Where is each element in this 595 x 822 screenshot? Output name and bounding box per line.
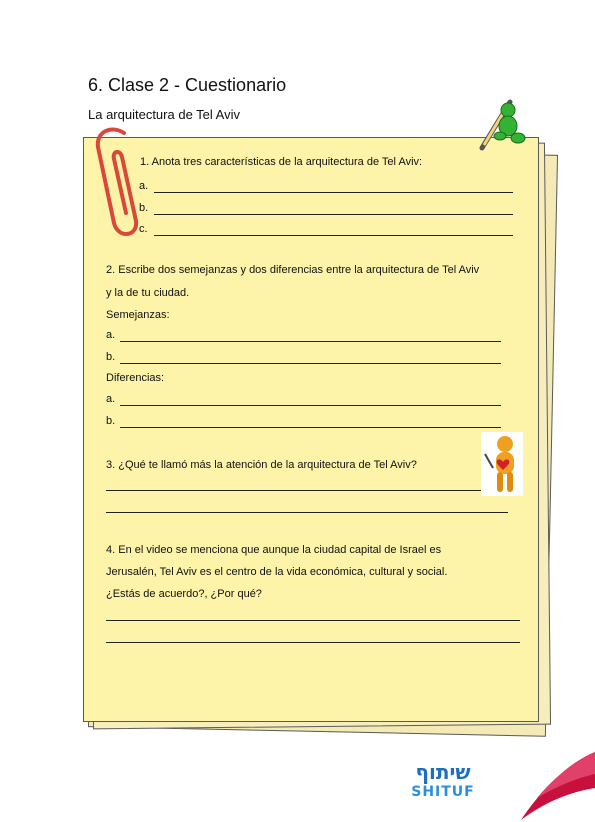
q1-answer-b-line[interactable] xyxy=(154,214,513,215)
q4-text-line2: Jerusalén, Tel Aviv es el centro de la vida económica, cultural y social. xyxy=(106,566,448,578)
q2-text-line1: 2. Escribe dos semejanzas y dos diferencias entre la arquitectura de Tel Aviv xyxy=(106,264,480,276)
q2-diff-label-a: a. xyxy=(106,393,116,405)
q4-answer-line-1[interactable] xyxy=(106,620,520,621)
q4-answer-line-2[interactable] xyxy=(106,642,520,643)
q2-sim-label-b: b. xyxy=(106,351,116,363)
q2-text-line2: y la de tu ciudad. xyxy=(106,287,190,299)
orange-figure-heart-icon xyxy=(481,432,523,496)
page-title: 6. Clase 2 - Cuestionario xyxy=(88,75,287,95)
green-figure-pencil-icon xyxy=(478,96,526,154)
q4-text-line3: ¿Estás de acuerdo?, ¿Por qué? xyxy=(106,588,262,600)
q2-sim-answer-b-line[interactable] xyxy=(120,363,501,364)
q2-sim-label-a: a. xyxy=(106,329,116,341)
q3-answer-line-1[interactable] xyxy=(106,490,484,491)
q2-diff-label-b: b. xyxy=(106,415,116,427)
q1-text: 1. Anota tres características de la arquitectura de Tel Aviv: xyxy=(140,156,423,168)
page-curl-corner xyxy=(515,752,595,822)
logo-latin: SHITUF xyxy=(411,784,475,800)
paperclip-icon xyxy=(84,123,149,243)
q2-similarities-label: Semejanzas: xyxy=(106,309,170,321)
q2-differences-label: Diferencias: xyxy=(106,372,165,384)
logo-hebrew: שיתוף xyxy=(415,760,471,784)
paper-sheet xyxy=(83,137,539,722)
q1-label-a: a. xyxy=(139,180,149,192)
q3-text: 3. ¿Qué te llamó más la atención de la arquitectura de Tel Aviv? xyxy=(106,459,417,471)
q2-sim-answer-a-line[interactable] xyxy=(120,341,501,342)
shituf-logo xyxy=(408,760,478,808)
q1-label-c: c. xyxy=(139,223,148,235)
page-subtitle: La arquitectura de Tel Aviv xyxy=(88,107,241,122)
q4-text-line1: 4. En el video se menciona que aunque la ciudad capital de Israel es xyxy=(106,544,442,556)
q3-answer-line-2[interactable] xyxy=(106,512,508,513)
q1-label-b: b. xyxy=(139,202,149,214)
q1-answer-a-line[interactable] xyxy=(154,192,513,193)
q2-diff-answer-b-line[interactable] xyxy=(120,427,501,428)
q2-diff-answer-a-line[interactable] xyxy=(120,405,501,406)
q1-answer-c-line[interactable] xyxy=(154,235,513,236)
